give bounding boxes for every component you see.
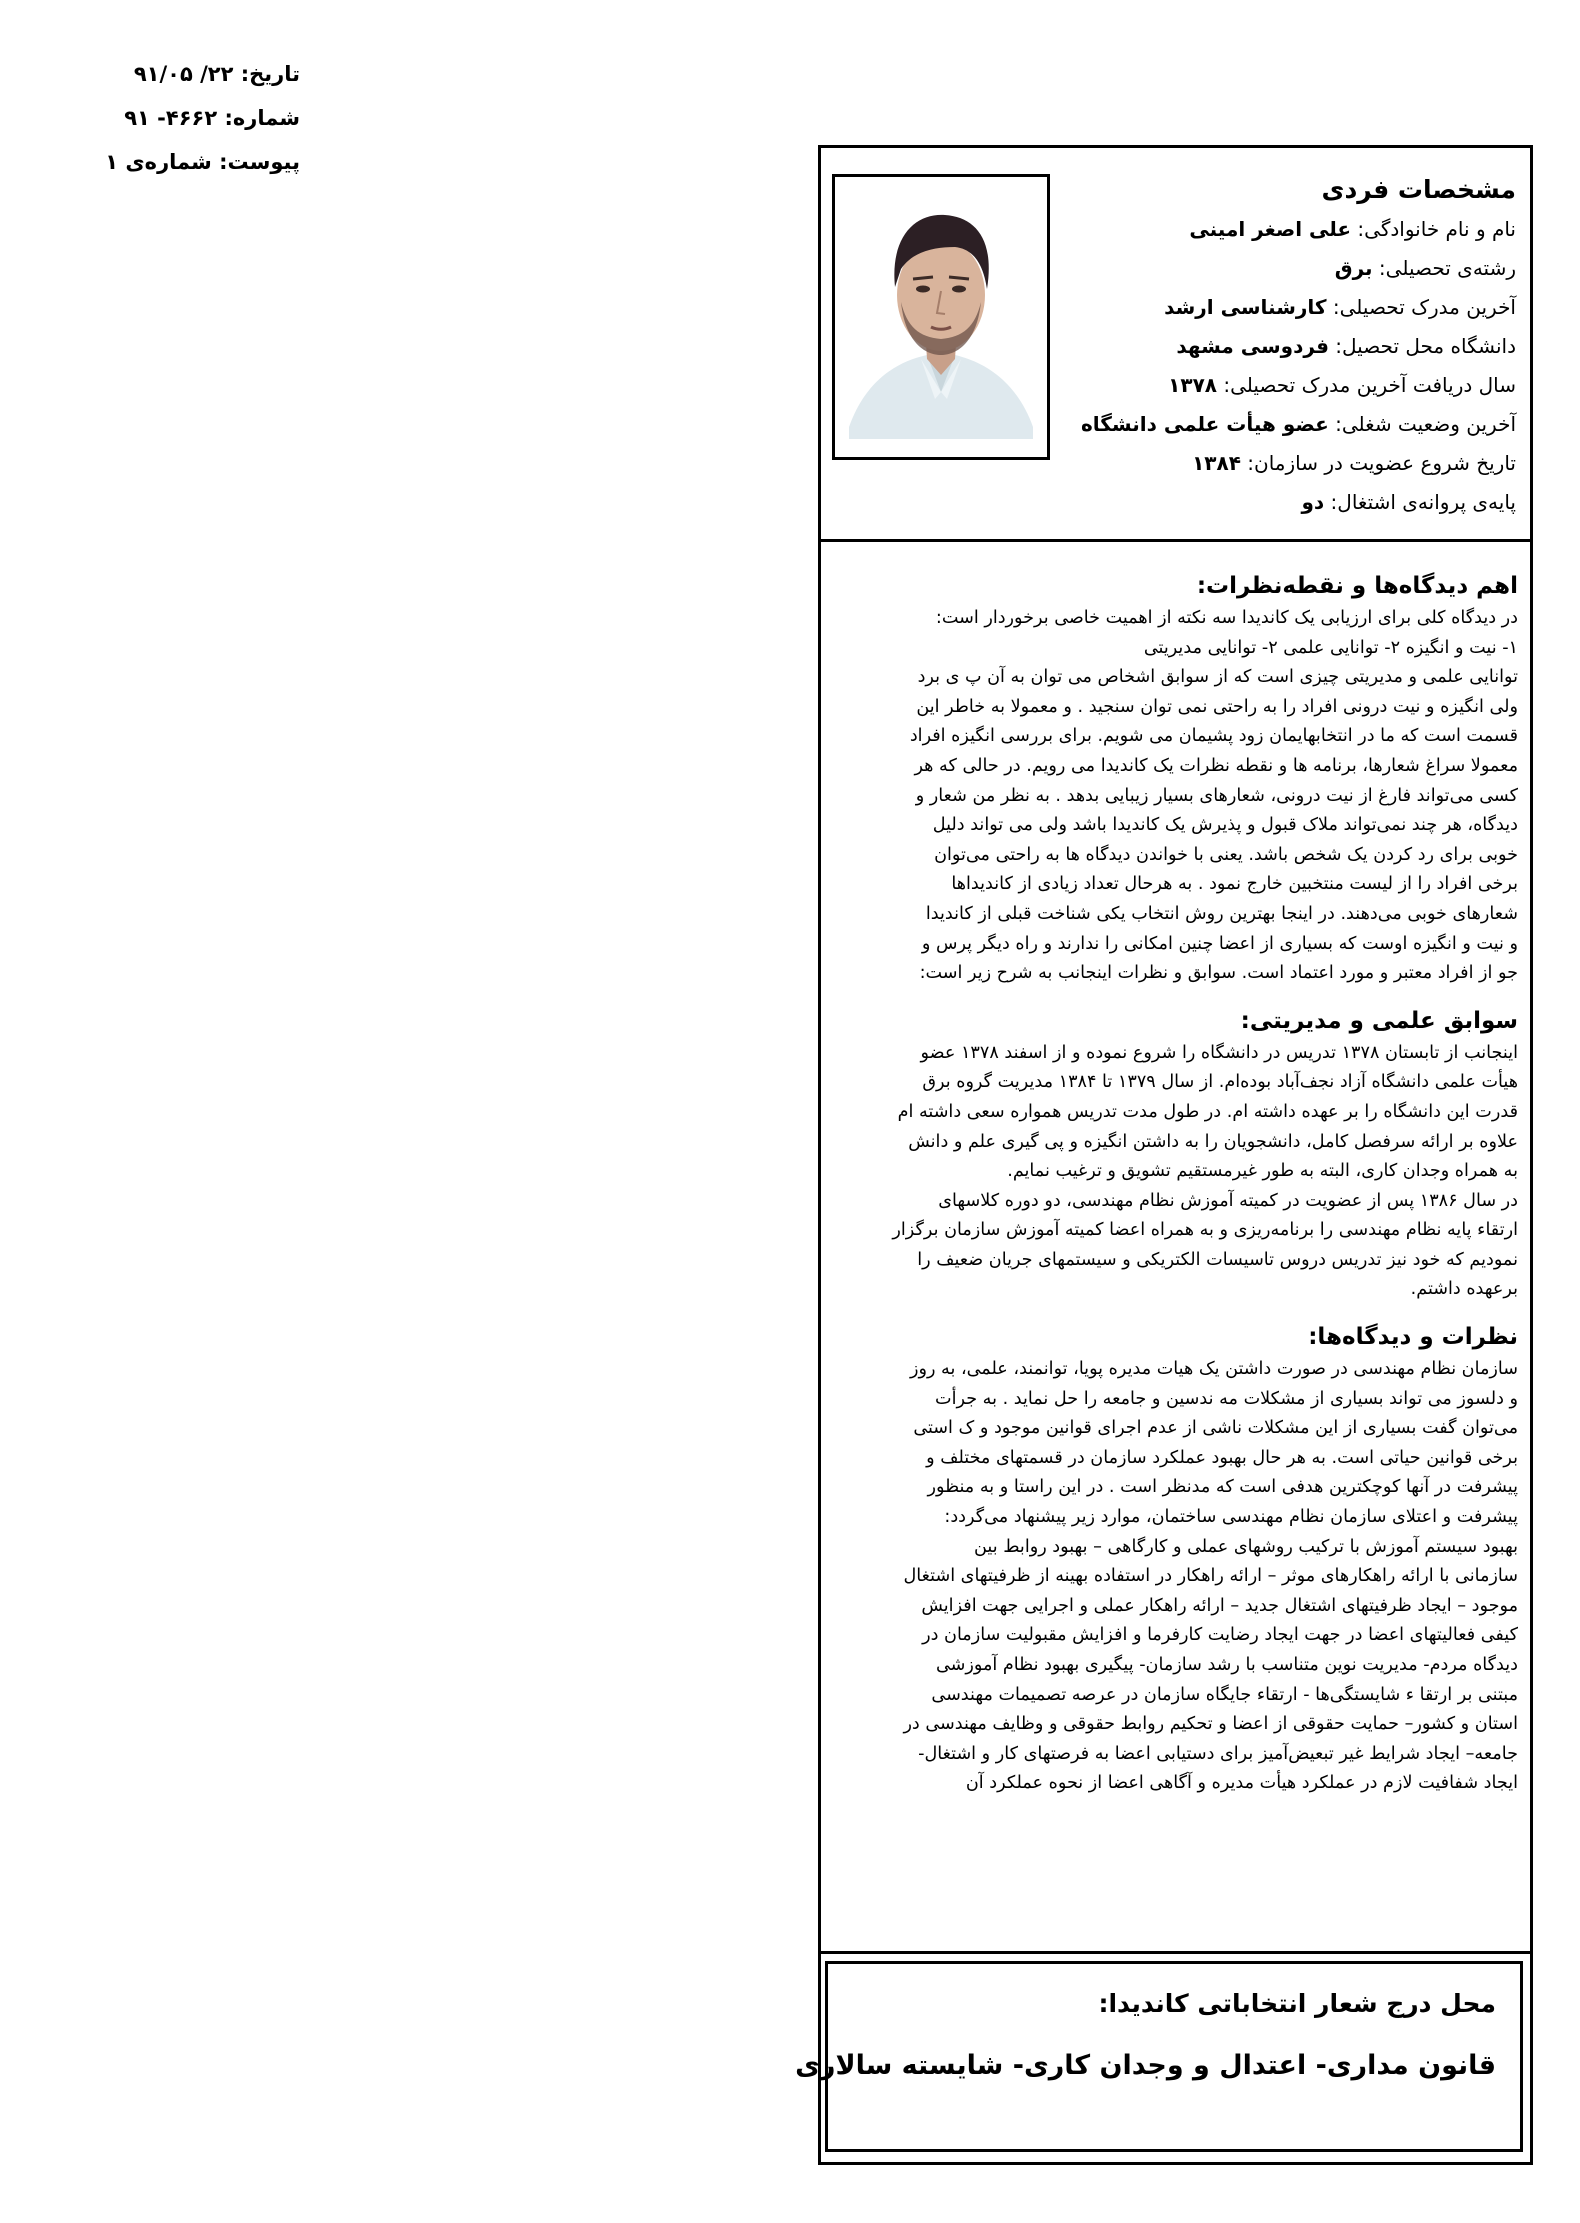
paragraph-line: نمودیم که خود نیز تدریس دروس تاسیسات الکتریکی و سیستمهای جریان ضعیف را bbox=[917, 1249, 1518, 1270]
records-title: سوابق علمی و مدیریتی: bbox=[1240, 1007, 1518, 1034]
candidate-form bbox=[795, 145, 1533, 2165]
paragraph-line: سازمان نظام مهندسی در صورت داشتن یک هیات مدیره پویا، توانمند، علمی، به روز bbox=[909, 1359, 1518, 1380]
field-full-name bbox=[1056, 210, 1516, 249]
field-label: سال دریافت آخرین مدرک تحصیلی: bbox=[1217, 373, 1516, 397]
paragraph-line: دیدگاه، هر چند نمی‌تواند ملاک قبول و پذیرش یک کاندیدا باشد ولی می تواند دلیل bbox=[932, 815, 1518, 836]
field-license-grade bbox=[1056, 483, 1516, 522]
paragraph-line: کسی می‌تواند فارغ از نیت درونی، شعارهای بسیار زیبایی بدهد . به نظر من شعار و bbox=[915, 785, 1518, 806]
paragraph-line: علاوه بر ارائه سرفصل کامل، دانشجویان را به داشتن انگیزه و پی گیری علم و دانش bbox=[908, 1131, 1518, 1152]
field-major bbox=[1056, 249, 1516, 288]
paragraph-line: برعهده داشتم. bbox=[1410, 1279, 1518, 1300]
paragraph-line: پیشرفت و اعتلای سازمان نظام مهندسی ساختمان، موارد زیر پیشنهاد می‌گردد: bbox=[944, 1507, 1518, 1528]
personal-details-text bbox=[1056, 170, 1516, 522]
field-label: آخرین وضعیت شغلی: bbox=[1328, 412, 1516, 436]
paragraph-line: ارتقاء پایه نظام مهندسی را برنامه‌ریزی و به همراه اعضا کمیته آموزش سازمان برگزار bbox=[892, 1220, 1518, 1241]
field-job-status bbox=[1056, 405, 1516, 444]
field-membership-start bbox=[1056, 444, 1516, 483]
slogan-box bbox=[795, 1961, 1523, 2152]
field-value: دو bbox=[1301, 490, 1325, 514]
paragraph-line: سازمانی با ارائه راهکارهای موثر – ارائه راهکار در استفاده بهینه از ظرفیتهای اشتغال bbox=[903, 1566, 1518, 1587]
paragraph-line: ولی انگیزه و نیت درونی افراد را به راحتی نمی توان سنجید . و معمولا به خاطر این bbox=[916, 696, 1518, 717]
paragraph-line: ایجاد شفافیت لازم در عملکرد هیأت مدیره و آگاهی اعضا از نحوه عملکرد آن bbox=[965, 1773, 1518, 1794]
paragraph-line: مبتنی بر ارتقا ء شایستگی‌ها - ارتقاء جایگاه سازمان در عرصه تصمیمات مهندسی bbox=[931, 1684, 1518, 1705]
paragraph-line: قسمت است که ما در انتخابهایمان زود پشیمان می شویم. برای بررسی انگیزه افراد bbox=[909, 726, 1518, 747]
field-label: دانشگاه محل تحصیل: bbox=[1328, 334, 1516, 358]
date-line bbox=[60, 52, 300, 96]
paragraph-line: جامعه– ایجاد شرایط غیر تبعیض‌آمیز برای دستیابی اعضا به فرصتهای کار و اشتغال- bbox=[918, 1743, 1518, 1764]
field-value: برق bbox=[1334, 256, 1373, 280]
paragraph-line: در دیدگاه کلی برای ارزیابی یک کاندیدا سه نکته از اهمیت خاصی برخوردار است: bbox=[935, 608, 1518, 628]
field-value: عضو هیأت علمی دانشگاه bbox=[1080, 412, 1329, 436]
paragraph-line: و دلسوز می تواند بسیاری از مشکلات مه ندسین و جامعه را حل نماید . به جرأت bbox=[935, 1388, 1518, 1409]
opinions-paragraph bbox=[831, 1355, 1518, 1799]
field-value: ۱۳۸۴ bbox=[1192, 451, 1241, 475]
views-intro-paragraph bbox=[831, 604, 1518, 989]
date-label: تاریخ: bbox=[240, 62, 300, 86]
paragraph-line: ۱- نیت و انگیزه ۲- توانایی علمی ۲- توانایی مدیریتی bbox=[1143, 637, 1518, 658]
paragraph-line: و نیت و انگیزه اوست که بسیاری از اعضا چنین امکانی را ندارند و راه دیگر پرس و bbox=[921, 933, 1518, 954]
attachment-line bbox=[60, 140, 300, 184]
personal-details-title: مشخصات فردی bbox=[1321, 175, 1516, 204]
paragraph-line: موجود – ایجاد ظرفیتهای اشتغال جدید – ارائه راهکار عملی و اجرایی جهت افزایش bbox=[921, 1595, 1518, 1616]
paragraph-line: برخی افراد را از لیست منتخبین خارج نمود . به هرحال تعداد زیادی از کاندیداها bbox=[951, 874, 1518, 895]
number-line bbox=[60, 96, 300, 140]
paragraph-line: اینجانب از تابستان ۱۳۷۸ تدریس در دانشگاه را شروع نموده و از اسفند ۱۳۷۸ عضو bbox=[920, 1042, 1518, 1063]
candidate-photo bbox=[832, 174, 1050, 460]
field-label: پایه‌ی پروانه‌ی اشتغال: bbox=[1324, 490, 1516, 514]
field-value: ۱۳۷۸ bbox=[1168, 373, 1217, 397]
portrait-photo-icon bbox=[835, 177, 1047, 457]
field-value: علی اصغر امینی bbox=[1189, 217, 1352, 241]
paragraph-line: هیأت علمی دانشگاه آزاد نجف‌آباد بوده‌ام. از سال ۱۳۷۹ تا ۱۳۸۴ مدیریت گروه برق bbox=[922, 1072, 1518, 1093]
paragraph-line: معمولا سراغ شعارها، برنامه ها و نقطه نظرات یک کاندیدا می رویم. در حالی که هر bbox=[914, 755, 1518, 776]
number-value: ۴۶۶۲- ۹۱ bbox=[124, 106, 218, 130]
field-label: آخرین مدرک تحصیلی: bbox=[1326, 295, 1516, 319]
field-degree bbox=[1056, 288, 1516, 327]
field-label: رشته‌ی تحصیلی: bbox=[1372, 256, 1516, 280]
paragraph-line: به همراه وجدان کاری، البته به طور غیرمستقیم تشویق و ترغیب نمایم. bbox=[1007, 1161, 1518, 1182]
paragraph-line: استان و کشور– حمایت حقوقی از اعضا و تحکیم روابط حقوقی و وظایف مهندسی در bbox=[903, 1714, 1518, 1735]
opinions-title: نظرات و دیدگاه‌ها: bbox=[1308, 1324, 1518, 1351]
views-section bbox=[821, 542, 1530, 1954]
paragraph-line: دیدگاه مردم- مدیریت نوین متناسب با رشد سازمان- پیگیری بهبود نظام آموزشی bbox=[936, 1655, 1518, 1675]
records-paragraph bbox=[831, 1039, 1518, 1305]
paragraph-line: برخی قوانین حیاتی است. به هر حال بهبود عملکرد سازمان در قسمتهای مختلف و bbox=[926, 1447, 1518, 1468]
document-meta bbox=[60, 52, 300, 184]
field-label: تاریخ شروع عضویت در سازمان: bbox=[1240, 451, 1516, 475]
paragraph-line: توانایی علمی و مدیریتی چیزی است که از سوابق اشخاص می توان به آن پ ی برد bbox=[917, 667, 1518, 688]
paragraph-line: در سال ۱۳۸۶ پس از عضویت در کمیته آموزش نظام مهندسی، دو دوره کلاسهای bbox=[938, 1190, 1518, 1211]
attachment-label: پیوست: bbox=[219, 150, 300, 174]
number-label: شماره: bbox=[224, 106, 300, 130]
paragraph-line: پیشرفت در آنها کوچکترین هدفی است که مدنظر است . در این راستا و به منظور bbox=[927, 1477, 1518, 1498]
paragraph-line: کیفی فعالیتهای اعضا در جهت ایجاد رضایت کارفرما و افزایش مقبولیت سازمان در bbox=[922, 1625, 1518, 1646]
views-title: اهم دیدگاه‌ها و نقطه‌نظرات: bbox=[1196, 573, 1518, 599]
personal-details-section bbox=[821, 148, 1530, 542]
field-label: نام و نام خانوادگی: bbox=[1351, 217, 1516, 241]
slogan-text: قانون مداری- اعتدال و وجدان کاری- شایسته سالاری bbox=[795, 2050, 1496, 2081]
slogan-title: محل درج شعار انتخاباتی کاندیدا: bbox=[1098, 1989, 1496, 2018]
date-value: ۲۲/ ۹۱/۰۵ bbox=[133, 62, 234, 86]
field-value: فردوسی مشهد bbox=[1176, 334, 1329, 358]
field-graduation-year bbox=[1056, 366, 1516, 405]
field-university bbox=[1056, 327, 1516, 366]
paragraph-line: قدرت این دانشگاه را بر عهده داشته ام. در طول مدت تدریس همواره سعی داشته ام bbox=[897, 1101, 1518, 1122]
paragraph-line: شعارهای خوبی می‌دهند. در اینجا بهترین روش انتخاب یکی شناخت قبلی از کاندیدا bbox=[925, 903, 1518, 924]
paragraph-line: می‌توان گفت بسیاری از این مشکلات ناشی از عدم اجرای قوانین موجود و ک استی bbox=[913, 1418, 1518, 1439]
paragraph-line: بهبود سیستم آموزش با ترکیب روشهای عملی و کارگاهی – بهبود روابط بین bbox=[974, 1536, 1518, 1557]
field-value: کارشناسی ارشد bbox=[1164, 295, 1327, 319]
paragraph-line: خوبی برای رد کردن یک شخص باشد. یعنی با خواندن دیدگاه ها به راحتی می‌توان bbox=[934, 844, 1518, 865]
attachment-value: شماره‌ی ۱ bbox=[105, 150, 212, 174]
paragraph-line: جو از افراد معتبر و مورد اعتماد است. سوابق و نظرات اینجانب به شرح زیر است: bbox=[919, 963, 1518, 984]
